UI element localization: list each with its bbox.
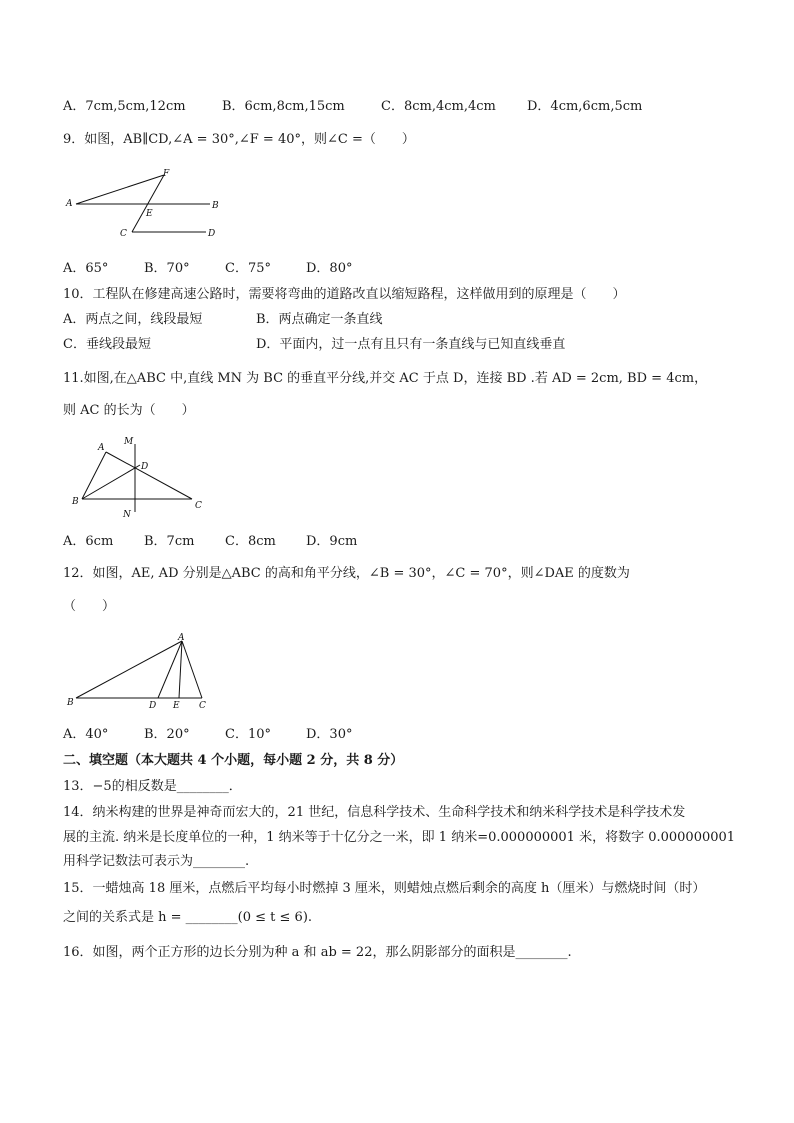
q11-option-a: A．6cm	[63, 534, 114, 549]
q11-figure	[62, 434, 222, 524]
q12-option-b: B．20°	[144, 727, 190, 742]
q8-option-b: B．6cm,8cm,15cm	[222, 99, 345, 114]
q15-line-2: 之间的关系式是 h = ________(0 ≤ t ≤ 6).	[63, 910, 313, 925]
q14-line-1: 14．纳米构建的世界是神奇而宏大的，21 世纪，信息科学技术、生命科学技术和纳米科学技术是科学技术发	[63, 805, 686, 820]
q12-label-c: C	[199, 701, 206, 711]
q10-option-d: D．平面内，过一点有且只有一条直线与已知直线垂直	[256, 337, 566, 352]
q9-figure	[60, 168, 230, 240]
q15-line-1: 15．一蜡烛高 18 厘米，点燃后平均每小时燃掉 3 厘米，则蜡烛点燃后剩余的高度 h（厘米）与燃烧时间（时）	[63, 881, 706, 896]
q8-option-d: D．4cm,6cm,5cm	[527, 99, 643, 114]
q11-option-d: D．9cm	[306, 534, 358, 549]
q11-label-d: D	[141, 462, 149, 472]
q12-label-a: A	[178, 633, 185, 643]
q9-label-b: B	[212, 201, 219, 211]
q11-label-b: B	[72, 497, 79, 507]
q10-stem: 10．工程队在修建高速公路时，需要将弯曲的道路改直以缩短路程，这样做用到的原理是（ ）	[63, 287, 626, 302]
q9-stem: 9．如图，AB∥CD,∠A = 30°,∠F = 40°，则∠C =（ ）	[63, 132, 415, 147]
q9-option-b: B．70°	[144, 261, 190, 276]
q14-line-3: 用科学记数法可表示为________.	[63, 854, 250, 869]
q12-label-d: D	[149, 701, 157, 711]
q9-option-c: C．75°	[225, 261, 271, 276]
q11-option-b: B．7cm	[144, 534, 195, 549]
q12-label-b: B	[67, 698, 74, 708]
q9-label-e: E	[146, 209, 153, 219]
q12-option-a: A．40°	[63, 727, 109, 742]
q16-text: 16．如图，两个正方形的边长分别为种 a 和 ab = 22，那么阴影部分的面积是________.	[63, 945, 572, 960]
q12-label-e: E	[173, 701, 180, 711]
q9-label-d: D	[208, 229, 216, 239]
q12-stem-2: （ ）	[63, 599, 116, 614]
q10-option-b: B．两点确定一条直线	[256, 312, 383, 327]
q12-option-d: D．30°	[306, 727, 353, 742]
q10-option-a: A．两点之间，线段最短	[63, 312, 203, 327]
q9-option-a: A．65°	[63, 261, 109, 276]
q12-stem: 12．如图，AE, AD 分别是△ABC 的高和角平分线，∠B = 30°，∠C = 70°，则∠DAE 的度数为	[63, 566, 630, 581]
section-2-heading: 二、填空题（本大题共 4 个小题，每小题 2 分，共 8 分）	[63, 753, 404, 768]
q9-label-a: A	[66, 199, 73, 209]
q8-option-c: C．8cm,4cm,4cm	[381, 99, 496, 114]
q11-option-c: C．8cm	[225, 534, 276, 549]
q11-label-n: N	[123, 510, 131, 520]
q11-stem: 11.如图,在△ABC 中,直线 MN 为 BC 的垂直平分线,并交 AC 于点 D，连接 BD .若 AD = 2cm, BD = 4cm，	[63, 371, 708, 386]
q13-text: 13．−5的相反数是________．	[63, 779, 242, 794]
q11-label-c: C	[195, 501, 202, 511]
q12-figure	[62, 630, 222, 712]
q14-line-2: 展的主流. 纳米是长度单位的一种，1 纳米等于十亿分之一米，即 1 纳米=0.000000001 米，将数字 0.000000001	[63, 830, 736, 845]
q9-option-d: D．80°	[306, 261, 353, 276]
q8-option-a: A．7cm,5cm,12cm	[63, 99, 186, 114]
q9-label-c: C	[120, 229, 127, 239]
q11-stem-2: 则 AC 的长为（ ）	[63, 403, 195, 418]
q11-label-m: M	[124, 437, 134, 447]
q10-option-c: C．垂线段最短	[63, 337, 151, 352]
q9-label-f: F	[163, 169, 170, 179]
q11-label-a: A	[98, 443, 105, 453]
q12-option-c: C．10°	[225, 727, 271, 742]
